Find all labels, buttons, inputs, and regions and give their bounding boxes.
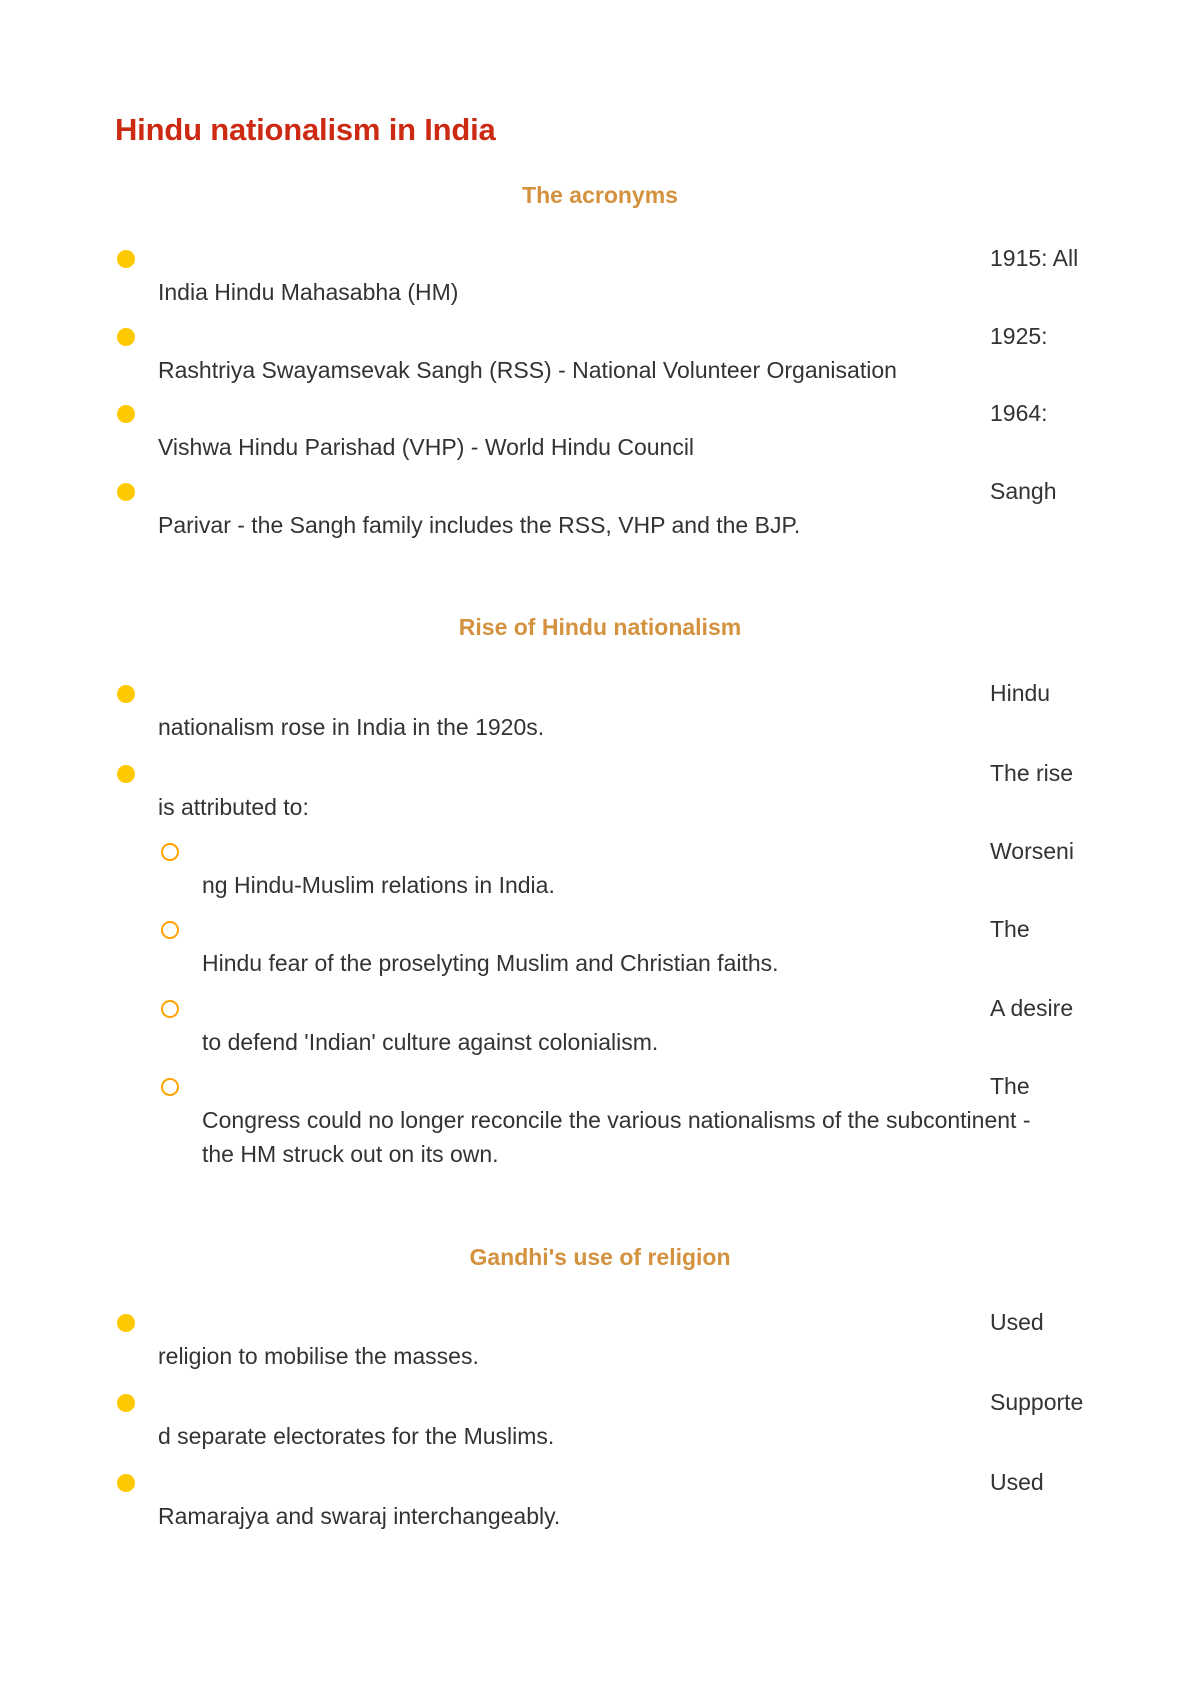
list-item-lead: The (990, 916, 1030, 942)
bullet-outline-icon (161, 921, 179, 939)
bullet-outline-icon (161, 843, 179, 861)
list-item-lead: A desire (990, 995, 1074, 1021)
bullet-outline-icon (161, 1000, 179, 1018)
list-item-text: to defend 'Indian' culture against colonialism. (202, 1029, 659, 1055)
list-item-text: Congress could no longer reconcile the various nationalisms of the subcontinent - (202, 1107, 1031, 1133)
bullet-filled-icon (117, 1314, 135, 1332)
list-item-lead: Sangh (990, 478, 1057, 504)
bullet-filled-icon (117, 328, 135, 346)
list-item-lead: 1925: (990, 323, 1048, 349)
list-item-text: is attributed to: (158, 794, 309, 820)
list-item-text: Parivar - the Sangh family includes the RSS, VHP and the BJP. (158, 512, 801, 538)
bullet-filled-icon (117, 765, 135, 783)
bullet-filled-icon (117, 685, 135, 703)
bullet-filled-icon (117, 1474, 135, 1492)
list-item-text: ng Hindu-Muslim relations in India. (202, 872, 555, 898)
list-item-text: the HM struck out on its own. (202, 1141, 499, 1167)
section-heading-gandhi: Gandhi's use of religion (469, 1244, 731, 1270)
section-heading-acronyms: The acronyms (522, 182, 678, 208)
list-item-text: Rashtriya Swayamsevak Sangh (RSS) - National Volunteer Organisation (158, 357, 897, 383)
document-title: Hindu nationalism in India (115, 112, 496, 147)
list-item-lead: Used (990, 1469, 1044, 1495)
bullet-outline-icon (161, 1078, 179, 1096)
list-item-lead: Hindu (990, 680, 1051, 706)
bullet-filled-icon (117, 250, 135, 268)
list-item-text: India Hindu Mahasabha (HM) (158, 279, 459, 305)
bullet-filled-icon (117, 405, 135, 423)
list-item-lead: Used (990, 1309, 1044, 1335)
list-item-text: religion to mobilise the masses. (158, 1343, 479, 1369)
section-heading-rise: Rise of Hindu nationalism (458, 614, 742, 640)
bullet-filled-icon (117, 1394, 135, 1412)
list-item-lead: The (990, 1073, 1030, 1099)
list-item-lead: Supporte (990, 1389, 1084, 1415)
list-item-text: d separate electorates for the Muslims. (158, 1423, 555, 1449)
list-item-lead: 1964: (990, 400, 1048, 426)
list-item-lead: 1915: All (990, 245, 1079, 271)
list-item-text: nationalism rose in India in the 1920s. (158, 714, 545, 740)
list-item-text: Ramarajya and swaraj interchangeably. (158, 1503, 561, 1529)
list-item-text: Hindu fear of the proselyting Muslim and Christian faiths. (202, 950, 779, 976)
list-item-lead: Worseni (990, 838, 1074, 864)
list-item-lead: The rise (990, 760, 1074, 786)
list-item-text: Vishwa Hindu Parishad (VHP) - World Hindu Council (158, 434, 695, 460)
bullet-filled-icon (117, 483, 135, 501)
